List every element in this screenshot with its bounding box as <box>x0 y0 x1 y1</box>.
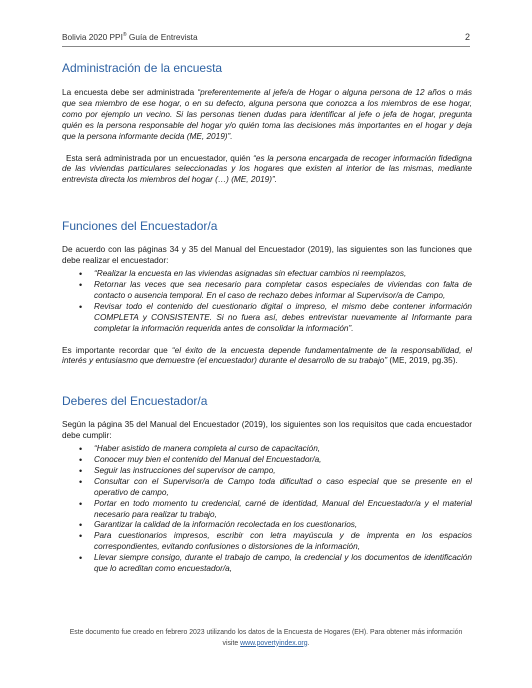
list-item: • Portar en todo momento tu credencial, carné de identidad, Manual del Encuestador/a y el material necesario para realizar tu trabajo, <box>94 499 472 521</box>
header-divider <box>62 46 470 47</box>
list-item: • Revisar todo el contenido del cuestionario digital o impreso, el mismo debe contener información COMPLETA y CONSISTENTE. Si no fuera así, debes entrevistar nuevamente al Informante para completar la información requerida antes de consolidar la información”. <box>94 302 472 335</box>
footer-text: Este documento fue creado en febrero 2023 utilizando los datos de la Encuesta de Hogares (EH). Para obtener más información <box>69 629 463 636</box>
paragraph-administracion-2: Esta será administrada por un encuestador, quién “es la persona encargada de recoger información fidedigna de las viviendas particulares seleccionadas y los hogares que existen al interior de las mismas, mediante entrevista directa los miembros del hogar (…) (ME, 2019)”. <box>62 153 472 185</box>
section-heading-deberes: Deberes del Encuestador/a <box>62 394 208 409</box>
page-footer <box>62 628 470 649</box>
list-item: • Conocer muy bien el contenido del Manual del Encuestador/a, <box>94 455 472 466</box>
list-item: • Llevar siempre consigo, durante el trabajo de campo, la credencial y los documentos de identificación que lo acreditan como encuestador/a, <box>94 553 472 575</box>
paragraph-administracion-1: La encuesta debe ser administrada “preferentemente al jefe/a de Hogar o alguna persona de 12 años o más que sea miembro de ese hogar, o en su defecto, alguna persona que conozca a los miembros de ese hogar, como por ejemplo un vecino. Si las personas tienen dudas para identificar al jefe o jefa de hogar, pregunta quién es la persona responsable del hogar y/o quién toma las decisiones más importantes en el hogar y deja que la persona informante decida (ME, 2019)”. <box>62 88 472 141</box>
list-item: • Garantizar la calidad de la información recolectada en los cuestionarios, <box>94 520 472 531</box>
list-item: • Retornar las veces que sea necesario para completar casos especiales de viviendas con falta de contacto o ausencia temporal. En el caso de rechazo debes informar al Supervisor/a de Campo, <box>94 280 472 302</box>
list-item: • Consultar con el Supervisor/a de Campo toda dificultad o caso especial que se presente en el operativo de campo, <box>94 477 472 499</box>
list-item: • Seguir las instrucciones del supervisor de campo, <box>94 466 472 477</box>
list-funciones <box>62 269 472 334</box>
page-content <box>62 54 472 575</box>
page-header <box>62 32 470 46</box>
footer-link[interactable]: www.povertyindex.org <box>240 639 308 647</box>
list-item: • Para cuestionarios impresos, escribir con letra mayúscula y de imprenta en los espacios correspondientes, evitando confusiones o distorsiones de la información, <box>94 531 472 553</box>
paragraph-deberes-intro: Según la página 35 del Manual del Encuestador (2019), los siguientes son los requisitos que cada encuestador debe cumplir: <box>62 420 472 441</box>
paragraph-funciones-closing: Es importante recordar que “el éxito de la encuesta depende fundamentalmente de la responsabilidad, el interés y entusiasmo que demuestre (el encuestador) durante el desarrollo de su trabajo” (ME, 2019, pg.35). <box>62 345 472 366</box>
footer-visit: visite www.povertyindex.org. <box>222 639 310 647</box>
section-heading-administracion: Administración de la encuesta <box>62 61 223 75</box>
paragraph-funciones-intro: De acuerdo con las páginas 34 y 35 del Manual del Encuestador (2019), las siguientes son las funciones que debe realizar el encuestador: <box>62 245 472 266</box>
list-item: • “Haber asistido de manera completa al curso de capacitación, <box>94 444 472 455</box>
section-heading-funciones: Funciones del Encuestador/a <box>62 219 218 234</box>
header-title: Bolivia 2020 PPI® Guía de Entrevista <box>62 32 198 42</box>
page-number: 2 <box>464 32 470 42</box>
list-deberes <box>62 444 472 575</box>
list-item: • “Realizar la encuesta en las viviendas asignadas sin efectuar cambios ni reemplazos, <box>94 269 472 280</box>
